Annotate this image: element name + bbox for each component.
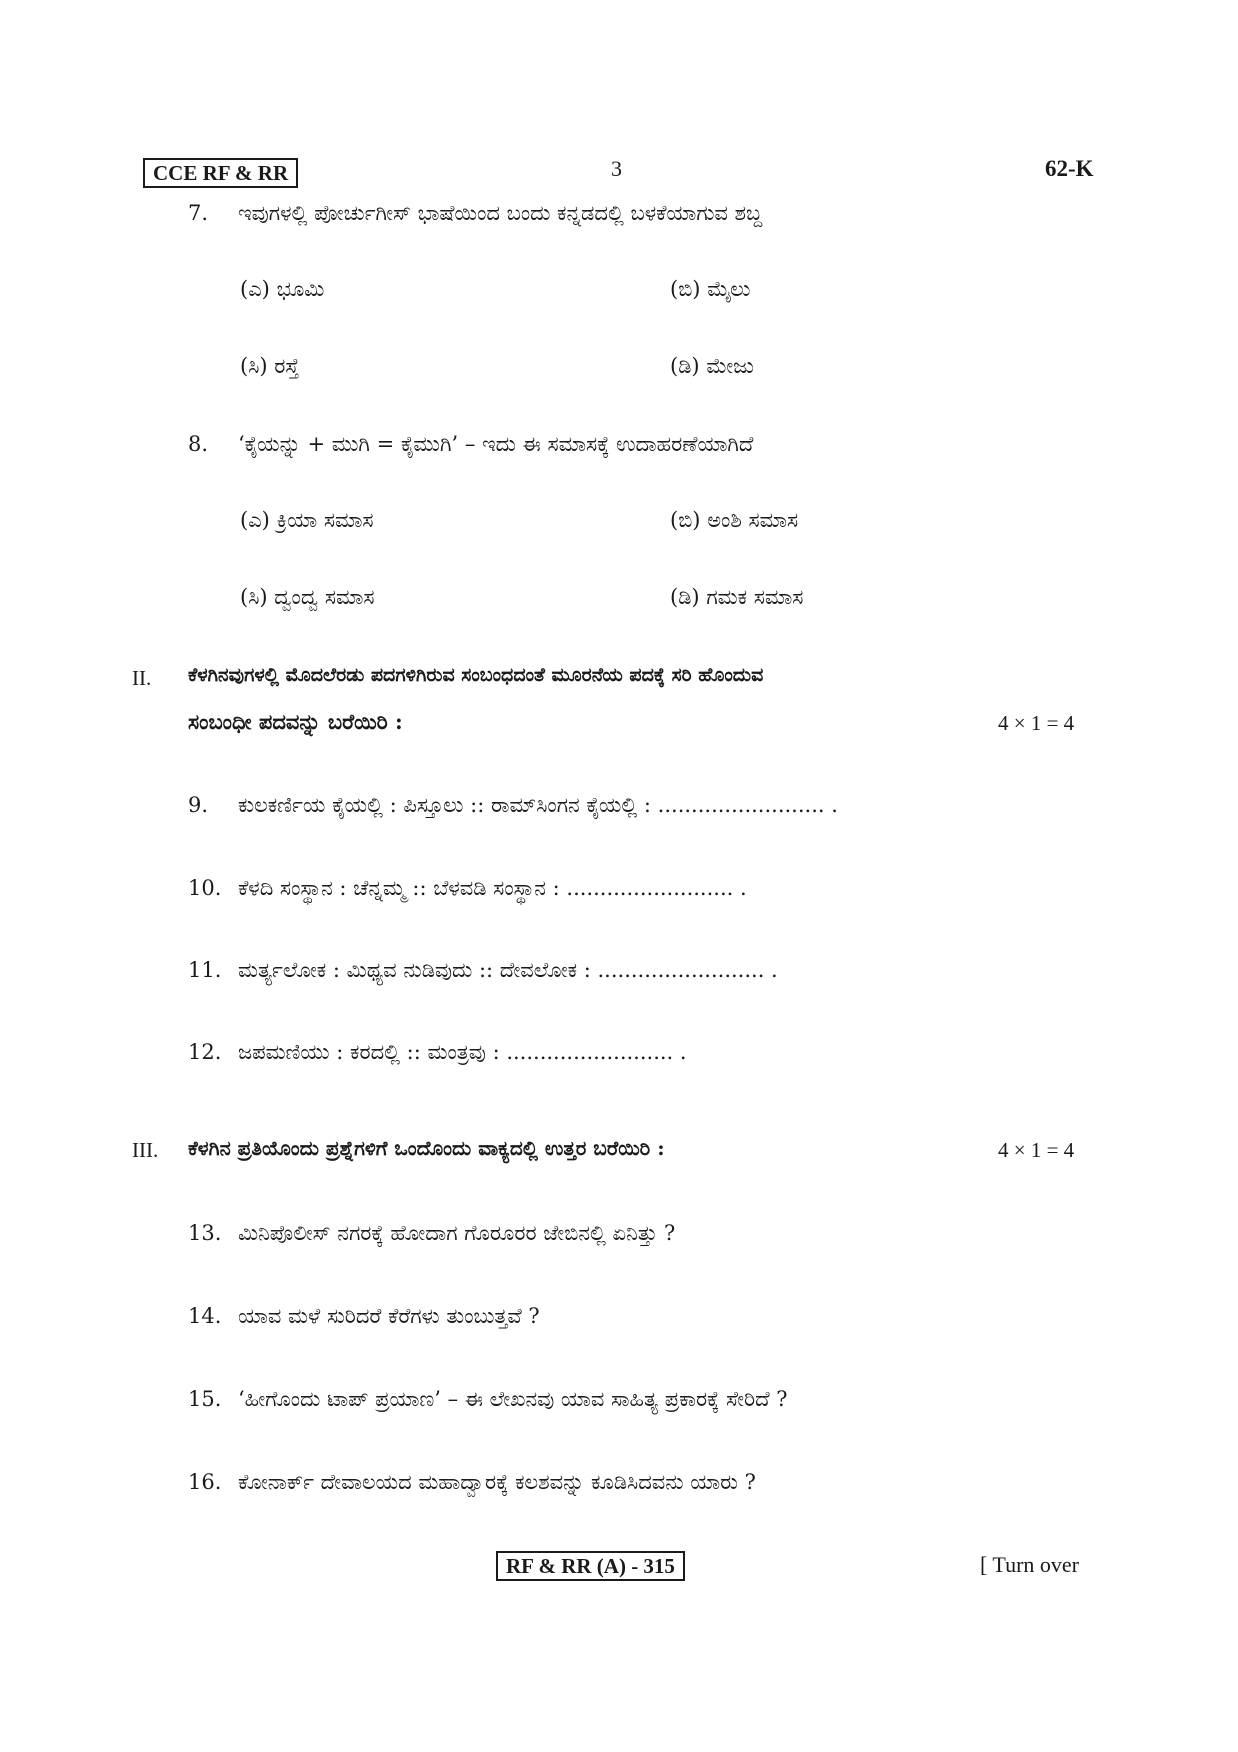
option-c [240,585,375,610]
section-3-roman: III. [132,1138,159,1162]
question-text: ಜಪಮಣಿಯು : ಕರದಲ್ಲಿ :: ಮಂತ್ರವು : ......................... . [238,1040,687,1064]
option-label: (ಸಿ) [240,585,268,609]
question-number: 7. [188,201,209,225]
section-3-marks: 4 × 1 = 4 [998,1138,1075,1162]
option-label: (ಡಿ) [670,354,700,378]
question-text: ‘ಕೈಯನ್ನು + ಮುಗಿ = ಕೈಮುಗಿ’ – ಇದು ಈ ಸಮಾಸಕ್ಕೆ ಉದಾಹರಣೆಯಾಗಿದೆ [238,432,754,456]
option-b [670,277,750,302]
question-number: 8. [188,432,209,456]
question-8 [188,432,753,457]
option-a [240,508,374,533]
option-label: (ಬಿ) [670,277,701,301]
header-right-code: 62-K [1045,156,1094,181]
question-text: ಇವುಗಳಲ್ಲಿ ಪೋರ್ಚುಗೀಸ್ ಭಾಷೆಯಿಂದ ಬಂದು ಕನ್ನಡದಲ್ಲಿ ಬಳಕೆಯಾಗುವ ಶಬ್ದ [238,201,763,225]
section-2-marks: 4 × 1 = 4 [998,711,1075,735]
option-label: (ಡಿ) [670,585,700,609]
option-text: ಭೂಮಿ [276,277,325,301]
question-text: ಕೋನಾರ್ಕ್ ದೇವಾಲಯದ ಮಹಾದ್ವಾರಕ್ಕೆ ಕಲಶವನ್ನು ಕೂಡಿಸಿದವನು ಯಾರು ? [238,1470,756,1494]
option-d [670,585,803,610]
option-label: (ಎ) [240,277,270,301]
option-label: (ಸಿ) [240,354,268,378]
question-15 [188,1387,787,1412]
question-14 [188,1304,540,1329]
option-text: ಮೇಜು [706,354,754,378]
option-a [240,277,324,302]
option-text: ದ್ವಂದ್ವ ಸಮಾಸ [274,585,375,609]
option-d [670,354,754,379]
question-text: ಮಿನಿಪೊಲೀಸ್ ನಗರಕ್ಕೆ ಹೋದಾಗ ಗೊರೂರರ ಜೇಬಿನಲ್ಲಿ ಏನಿತ್ತು ? [238,1221,676,1245]
option-text: ಮೈಲು [707,277,751,301]
option-label: (ಬಿ) [670,508,701,532]
option-text: ಅಂಶಿ ಸಮಾಸ [707,508,799,532]
turn-over-text: [ Turn over [980,1552,1080,1577]
question-13 [188,1221,675,1246]
section-2-instruction-line2: ಸಂಬಂಧೀ ಪದವನ್ನು ಬರೆಯಿರಿ : [188,709,403,734]
question-9 [188,793,838,818]
footer-code: RF & RR (A) - 315 [496,1551,685,1581]
question-number: 10. [188,876,222,900]
question-number: 16. [188,1470,222,1494]
question-text: ‘ಹೀಗೊಂದು ಟಾಪ್ ಪ್ರಯಾಣ’ – ಈ ಲೇಖನವು ಯಾವ ಸಾಹಿತ್ಯ ಪ್ರಕಾರಕ್ಕೆ ಸೇರಿದೆ ? [238,1387,788,1411]
section-2-instruction-line1: ಕೆಳಗಿನವುಗಳಲ್ಲಿ ಮೊದಲೆರಡು ಪದಗಳಿಗಿರುವ ಸಂಬಂಧದಂತೆ ಮೂರನೆಯ ಪದಕ್ಕೆ ಸರಿ ಹೊಂದುವ [188,664,764,686]
question-number: 9. [188,793,209,817]
section-3-instruction: ಕೆಳಗಿನ ಪ್ರತಿಯೊಂದು ಪ್ರಶ್ನೆಗಳಿಗೆ ಒಂದೊಂದು ವಾಕ್ಯದಲ್ಲಿ ಉತ್ತರ ಬರೆಯಿರಿ : [188,1136,665,1160]
page-number: 3 [611,156,622,181]
option-text: ರಸ್ತೆ [274,354,300,378]
question-number: 15. [188,1387,222,1411]
option-b [670,508,798,533]
option-c [240,354,299,379]
question-number: 12. [188,1040,222,1064]
question-number: 14. [188,1304,222,1328]
question-text: ಯಾವ ಮಳೆ ಸುರಿದರೆ ಕೆರೆಗಳು ತುಂಬುತ್ತವೆ ? [238,1304,540,1328]
question-10 [188,876,747,901]
question-number: 13. [188,1221,222,1245]
question-7 [188,201,762,226]
question-16 [188,1470,756,1495]
question-text: ಮರ್ತ್ಯಲೋಕ : ಮಿಥ್ಯವ ನುಡಿವುದು :: ದೇವಲೋಕ : ......................... . [238,958,778,982]
option-text: ಗಮಕ ಸಮಾಸ [706,585,804,609]
option-label: (ಎ) [240,508,270,532]
question-text: ಕೆಳದಿ ಸಂಸ್ಥಾನ : ಚೆನ್ನಮ್ಮ :: ಬೆಳವಡಿ ಸಂಸ್ಥಾನ : ......................... . [238,876,747,900]
header-left-code: CCE RF & RR [143,158,298,188]
question-number: 11. [188,958,222,982]
section-2-roman: II. [132,666,152,690]
question-12 [188,1040,687,1065]
option-text: ಕ್ರಿಯಾ ಸಮಾಸ [276,508,374,532]
question-11 [188,958,778,983]
question-text: ಕುಲಕರ್ಣಿಯ ಕೈಯಲ್ಲಿ : ಪಿಸ್ತೂಲು :: ರಾಮ್‌ಸಿಂಗನ ಕೈಯಲ್ಲಿ : ......................... . [238,793,838,817]
